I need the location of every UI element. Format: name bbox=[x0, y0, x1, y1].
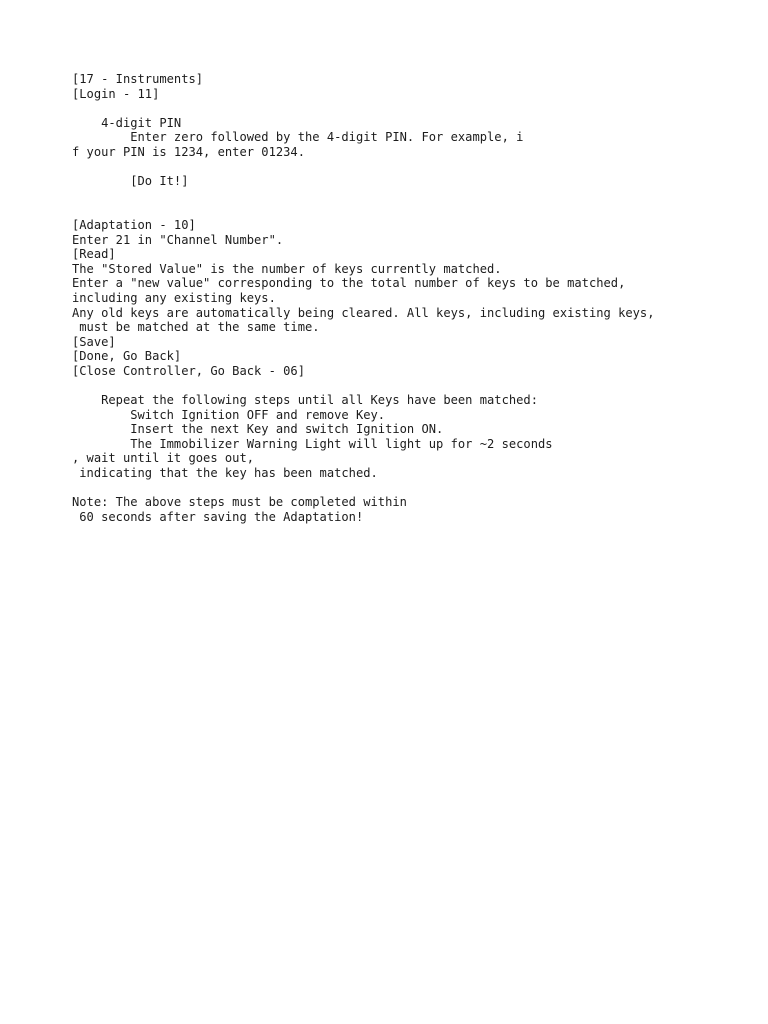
switch-ignition-off-step: Switch Ignition OFF and remove Key. bbox=[72, 407, 386, 422]
step-adaptation: [Adaptation - 10] bbox=[72, 217, 196, 232]
new-value-instruction-continued: including any existing keys. bbox=[72, 290, 276, 305]
insert-next-key-step: Insert the next Key and switch Ignition ON. bbox=[72, 422, 444, 437]
channel-number-instruction: Enter 21 in "Channel Number". bbox=[72, 232, 284, 247]
done-go-back-step: [Done, Go Back] bbox=[72, 349, 182, 364]
old-keys-note-continued: must be matched at the same time. bbox=[72, 320, 320, 335]
section-heading-instruments: [17 - Instruments] bbox=[72, 72, 204, 86]
repeat-steps-heading: Repeat the following steps until all Keys have been matched: bbox=[72, 393, 538, 408]
stored-value-note: The "Stored Value" is the number of keys currently matched. bbox=[72, 261, 502, 276]
blank-line bbox=[72, 160, 752, 175]
pin-instruction-continued: f your PIN is 1234, enter 01234. bbox=[72, 144, 305, 159]
document-page bbox=[72, 72, 752, 524]
pin-instruction: Enter zero followed by the 4-digit PIN. For example, i bbox=[72, 130, 524, 145]
new-value-instruction: Enter a "new value" corresponding to the total number of keys to be matched, bbox=[72, 276, 626, 291]
warning-light-step-continued: , wait until it goes out, bbox=[72, 451, 255, 466]
warning-light-step: The Immobilizer Warning Light will light up for ~2 seconds bbox=[72, 436, 553, 451]
old-keys-note: Any old keys are automatically being cleared. All keys, including existing keys, bbox=[72, 305, 655, 320]
blank-line bbox=[72, 101, 752, 116]
read-step: [Read] bbox=[72, 247, 116, 262]
do-it-step: [Do It!] bbox=[72, 174, 189, 189]
close-controller-step: [Close Controller, Go Back - 06] bbox=[72, 363, 305, 378]
blank-line bbox=[72, 189, 752, 204]
time-limit-note: Note: The above steps must be completed within bbox=[72, 495, 407, 510]
save-step: [Save] bbox=[72, 334, 116, 349]
blank-line bbox=[72, 481, 752, 496]
time-limit-note-continued: 60 seconds after saving the Adaptation! bbox=[72, 509, 364, 524]
blank-line bbox=[72, 203, 752, 218]
key-matched-note: indicating that the key has been matched. bbox=[72, 466, 378, 481]
pin-heading: 4-digit PIN bbox=[72, 115, 182, 130]
step-login: [Login - 11] bbox=[72, 86, 160, 101]
blank-line bbox=[72, 378, 752, 393]
